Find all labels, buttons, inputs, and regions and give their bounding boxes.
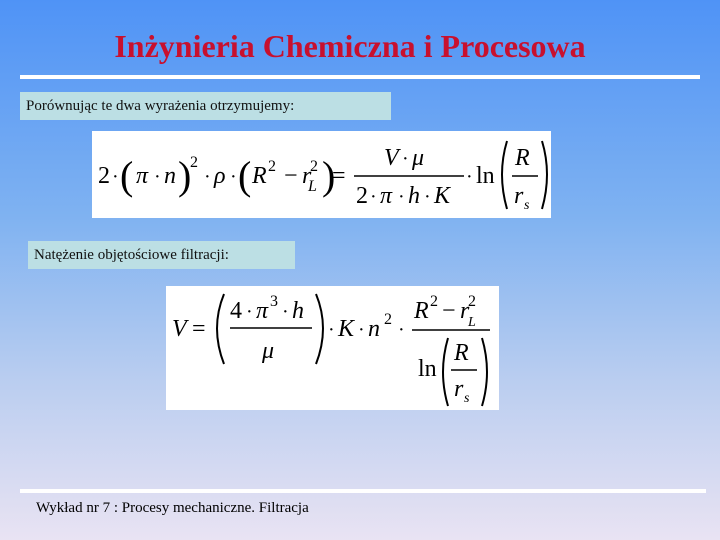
svg-text:L: L (308, 178, 317, 195)
svg-text:r: r (454, 376, 464, 402)
svg-text:s: s (464, 391, 470, 406)
svg-text:2: 2 (190, 154, 198, 171)
svg-text:K: K (338, 316, 355, 342)
svg-text:2: 2 (98, 163, 110, 189)
svg-text:·: · (282, 301, 289, 323)
svg-text:R: R (454, 340, 469, 366)
svg-text:2: 2 (430, 293, 438, 310)
svg-text:3: 3 (270, 293, 278, 310)
svg-text:r: r (460, 298, 470, 324)
svg-text:=: = (192, 316, 206, 342)
svg-text:V: V (384, 145, 399, 171)
svg-text:·: · (112, 166, 119, 188)
footer-divider (20, 489, 706, 493)
svg-text:ρ: ρ (214, 163, 226, 189)
svg-text:): ) (178, 153, 192, 198)
svg-text:·: · (358, 319, 365, 341)
svg-text:·: · (402, 148, 409, 170)
svg-text:μ: μ (412, 145, 425, 171)
formula-comparison-svg (92, 131, 551, 218)
svg-text:2: 2 (268, 158, 276, 175)
svg-text:R: R (414, 298, 429, 324)
svg-text:L: L (468, 315, 476, 330)
flow-rate-label: Natężenie objętościowe filtracji: (28, 241, 295, 269)
svg-text:K: K (434, 183, 451, 209)
svg-text:V: V (172, 316, 187, 342)
svg-text:π: π (380, 183, 393, 209)
svg-text:·: · (204, 166, 211, 188)
formula-flow-rate (166, 286, 499, 410)
svg-text:·: · (424, 186, 431, 208)
formula-comparison (92, 131, 551, 218)
svg-text:ln: ln (476, 163, 495, 189)
svg-text:·: · (230, 166, 237, 188)
title-divider (20, 75, 700, 79)
formula-flow-rate-svg (166, 286, 499, 410)
svg-text:2: 2 (468, 293, 476, 310)
svg-text:n: n (368, 316, 380, 342)
svg-text:(: ( (238, 153, 252, 198)
svg-text:·: · (154, 166, 161, 188)
svg-text:2: 2 (310, 158, 318, 175)
svg-text:·: · (398, 186, 405, 208)
svg-text:μ: μ (262, 338, 275, 364)
svg-text:R: R (252, 163, 267, 189)
svg-text:π: π (136, 163, 149, 189)
slide-title: Inżynieria Chemiczna i Procesowa (114, 28, 586, 64)
svg-text:(: ( (120, 153, 134, 198)
svg-text:·: · (466, 166, 473, 188)
svg-text:h: h (408, 183, 420, 209)
svg-text:·: · (328, 319, 335, 341)
svg-text:r: r (302, 163, 312, 189)
svg-text:=: = (332, 163, 346, 189)
svg-text:r: r (514, 183, 524, 209)
svg-text:·: · (398, 319, 405, 341)
svg-text:−: − (284, 163, 298, 189)
svg-text:R: R (515, 145, 530, 171)
svg-text:n: n (164, 163, 176, 189)
svg-text:2: 2 (384, 311, 392, 328)
svg-text:s: s (524, 198, 530, 213)
svg-text:·: · (246, 301, 253, 323)
svg-text:π: π (256, 298, 269, 324)
comparison-label: Porównując te dwa wyrażenia otrzymujemy: (20, 92, 391, 120)
svg-text:4: 4 (230, 298, 242, 324)
svg-text:ln: ln (418, 356, 437, 382)
svg-text:·: · (370, 186, 377, 208)
svg-text:h: h (292, 298, 304, 324)
svg-text:−: − (442, 298, 456, 324)
svg-text:2: 2 (356, 183, 368, 209)
footer-text: Wykład nr 7 : Procesy mechaniczne. Filtracja (36, 500, 309, 516)
svg-text:): ) (322, 153, 336, 198)
